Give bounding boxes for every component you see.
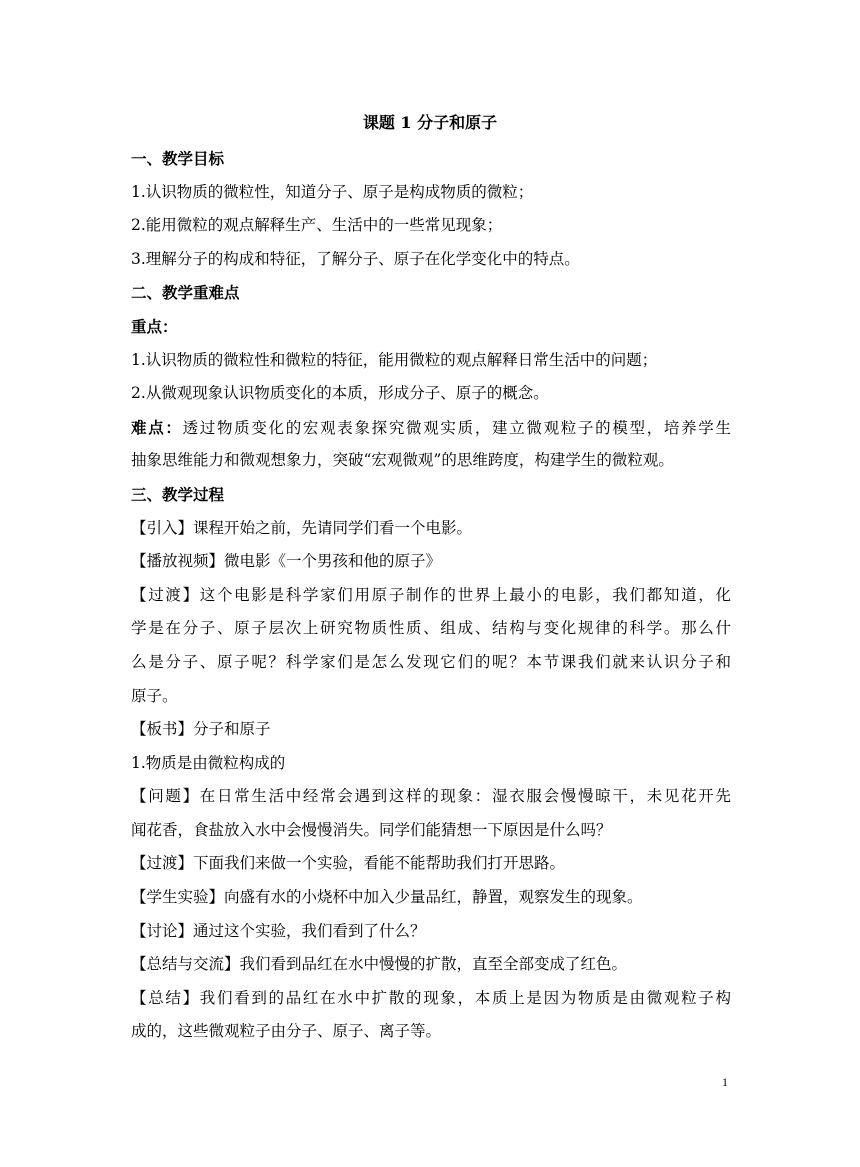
objective-item: 1.认识物质的微粒性，知道分子、原子是构成物质的微粒；	[131, 182, 534, 201]
paragraph-text: 这个电影是科学家们用原子制作的世界上最小的电影，我们都知道，化	[199, 585, 731, 604]
paragraph-text: 向盛有水的小烧杯中加入少量品红，静置，观察发生的现象。	[224, 888, 643, 907]
paragraph-text: 我们看到品红在水中慢慢的扩散，直至全部变成了红色。	[239, 955, 628, 974]
paragraph-text: 在日常生活中经常会遇到这样的现象：湿衣服会慢慢晾干，未见花开先	[199, 787, 731, 806]
paragraph-text: 我们看到的品红在水中扩散的现象，本质上是因为物质是由微观粒子构	[199, 988, 731, 1007]
paragraph-text: 课程开始之前，先请同学们看一个电影。	[193, 518, 473, 537]
tag-experiment: 【学生实验】	[131, 888, 225, 907]
objective-item: 2.能用微粒的观点解释生产、生活中的一些常见现象；	[131, 216, 503, 235]
tag-video: 【播放视频】	[131, 552, 225, 571]
tag-transition: 【过渡】	[131, 585, 200, 604]
difficulty-text: 透过物质变化的宏观表象探究微观实质，建立微观粒子的模型，培养学生	[182, 418, 731, 437]
paragraph-text: 成的，这些微观粒子由分子、原子、离子等。	[131, 1022, 442, 1041]
document-body	[131, 142, 731, 1049]
page-number: 1	[722, 1075, 728, 1089]
paragraph-text: 下面我们来做一个实验，看能不能帮助我们打开思路。	[193, 854, 566, 873]
key-point-item: 1.认识物质的微粒性和微粒的特征，能用微粒的观点解释日常生活中的问题；	[131, 350, 658, 369]
paragraph-question	[131, 780, 731, 814]
paragraph-text: 微电影《一个男孩和他的原子》	[224, 552, 442, 571]
lesson-title: 课题 1 分子和原子	[362, 113, 498, 132]
paragraph-board	[131, 713, 731, 747]
paragraph-text: 闻花香，食盐放入水中会慢慢消失。同学们能猜想一下原因是什么吗？	[131, 820, 612, 839]
difficulty-paragraph	[131, 411, 731, 445]
tag-summary: 【总结】	[131, 988, 200, 1007]
paragraph-text: 分子和原子	[193, 720, 271, 739]
tag-summary-exchange: 【总结与交流】	[131, 955, 240, 974]
paragraph-experiment	[131, 881, 731, 915]
paragraph-transition	[131, 579, 731, 613]
difficulty-text-cont: 抽象思维能力和微观想象力，突破“宏观微观”的思维跨度，构建学生的微粒观。	[131, 451, 674, 470]
objective-item: 3.理解分子的构成和特征，了解分子、原子在化学变化中的特点。	[131, 249, 580, 268]
difficulty-label: 难点：	[131, 417, 183, 437]
section-heading-process: 三、教学过程	[131, 484, 225, 504]
paragraph-summary	[131, 982, 731, 1016]
subsection-heading: 1.物质是由微粒构成的	[131, 753, 286, 772]
paragraph-transition-2	[131, 847, 731, 881]
paragraph-discussion	[131, 915, 731, 949]
paragraph-text: 么是分子、原子呢？科学家们是怎么发现它们的呢？本节课我们就来认识分子和	[131, 652, 731, 671]
section-heading-key-points: 二、教学重难点	[131, 283, 240, 303]
tag-board: 【板书】	[131, 720, 194, 739]
tag-intro: 【引入】	[131, 518, 194, 537]
section-heading-objectives: 一、教学目标	[131, 149, 225, 168]
paragraph-text: 通过这个实验，我们看到了什么？	[193, 921, 426, 940]
paragraph-intro	[131, 512, 731, 546]
paragraph-text: 学是在分子、原子层次上研究物质性质、组成、结构与变化规律的科学。那么什	[131, 619, 731, 638]
tag-question: 【问题】	[131, 787, 200, 806]
paragraph-summary-exchange	[131, 948, 731, 982]
paragraph-video	[131, 545, 731, 579]
tag-transition: 【过渡】	[131, 854, 194, 873]
paragraph-text: 原子。	[131, 686, 178, 705]
key-point-item: 2.从微观现象认识物质变化的本质，形成分子、原子的概念。	[131, 384, 549, 403]
tag-discussion: 【讨论】	[131, 921, 194, 940]
key-point-label: 重点：	[131, 316, 178, 336]
